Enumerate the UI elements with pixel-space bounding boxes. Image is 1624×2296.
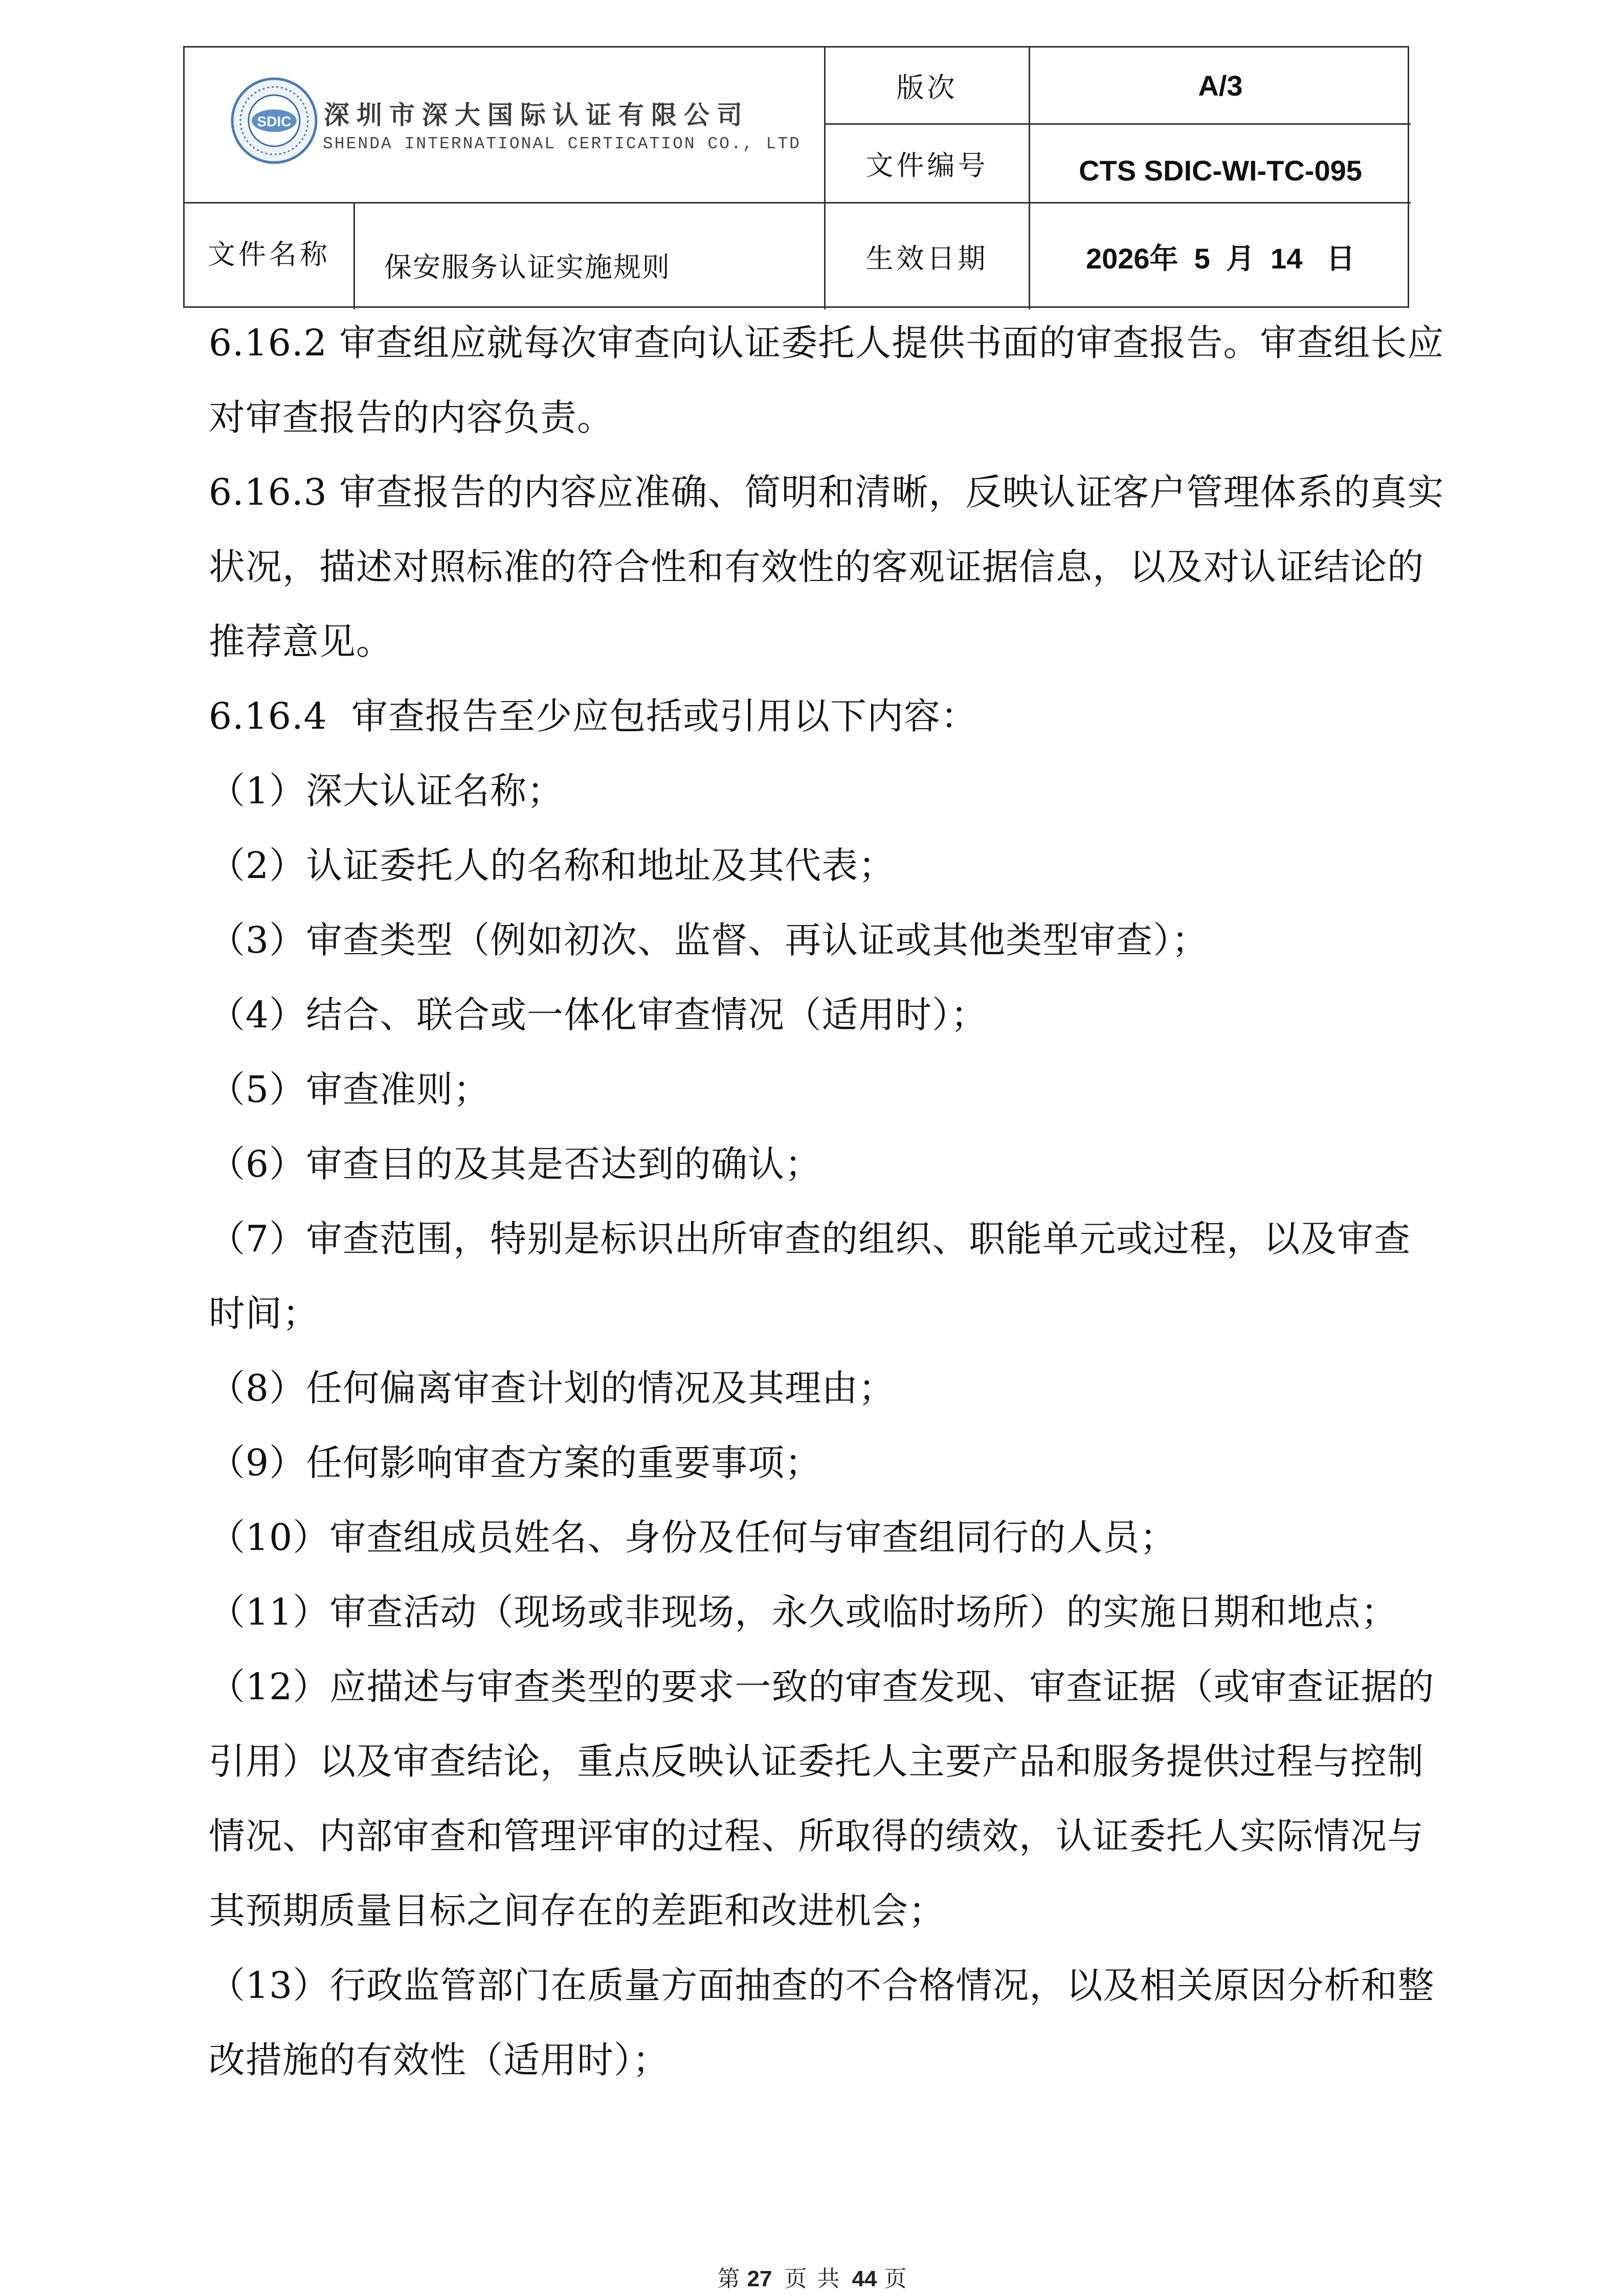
list-item: （3）审查类型（例如初次、监督、再认证或其他类型审查）； bbox=[209, 919, 1209, 961]
list-item: （9）任何影响审查方案的重要事项； bbox=[209, 1442, 822, 1484]
doc-name-value: 保安服务认证实施规则 bbox=[384, 251, 671, 283]
page-prefix: 第 bbox=[717, 2266, 740, 2292]
list-item: （12）应描述与审查类型的要求一致的审查发现、审查证据（或审查证据的引用）以及审查结论，重点反映认证委托人主要产品和服务提供过程与控制情况、内部审查和管理评审的过程、所取得的绩效，认证委托人实际情况与其预期质量目标之间存在的差距和改进机会； bbox=[209, 1665, 1435, 1932]
page-word: 页 bbox=[784, 2266, 807, 2292]
document-header-table bbox=[183, 46, 1409, 308]
list-item: （8）任何偏离审查计划的情况及其理由； bbox=[209, 1367, 896, 1409]
list-item: （13）行政监管部门在质量方面抽查的不合格情况，以及相关原因分析和整改措施的有效性（适用时）； bbox=[209, 1964, 1435, 2081]
paragraph-6-16-2: 6.16.2 审查组应就每次审查向认证委托人提供书面的审查报告。审查组长应对审查报告的内容负责。 bbox=[209, 322, 1444, 439]
list-item: （1）深大认证名称； bbox=[209, 770, 564, 812]
list-item: （11）审查活动（现场或非现场，永久或临时场所）的实施日期和地点； bbox=[209, 1591, 1398, 1633]
page-suffix: 页 bbox=[884, 2266, 907, 2292]
doc-number-value: CTS SDIC-WI-TC-095 bbox=[1079, 154, 1362, 187]
page-total: 44 bbox=[852, 2266, 877, 2291]
list-item: （4）结合、联合或一体化审查情况（适用时）； bbox=[209, 994, 988, 1036]
company-name-en: SHENDA INTERNATIONAL CERTICATION CO., LTD bbox=[323, 134, 801, 153]
list-item: （10）审查组成员姓名、身份及任何与审查组同行的人员； bbox=[209, 1516, 1177, 1559]
header-divider bbox=[353, 202, 355, 309]
logo-badge-text: SDIC bbox=[257, 114, 292, 129]
list-item: （2）认证委托人的名称和地址及其代表； bbox=[209, 844, 896, 887]
version-value: A/3 bbox=[1198, 69, 1243, 102]
effective-date-value: 2026年 5 月 14 日 bbox=[1085, 242, 1355, 275]
list-item: （5）审查准则； bbox=[209, 1068, 491, 1111]
doc-number-label: 文件编号 bbox=[865, 149, 989, 182]
version-label: 版次 bbox=[896, 71, 958, 104]
list-item: （7）审查范围，特别是标识出所审查的组织、职能单元或过程，以及审查时间； bbox=[209, 1218, 1411, 1335]
list-item: （6）审查目的及其是否达到的确认； bbox=[209, 1143, 822, 1185]
paragraph-6-16-3: 6.16.3 审查报告的内容应准确、简明和清晰，反映认证客户管理体系的真实状况，描述对照标准的符合性和有效性的客观证据信息，以及对认证结论的推荐意见。 bbox=[209, 471, 1444, 663]
page-current: 27 bbox=[747, 2266, 772, 2291]
company-name-cn: 深圳市深大国际认证有限公司 bbox=[324, 100, 749, 130]
page-number bbox=[0, 2260, 1624, 2293]
page-total-word: 共 bbox=[817, 2266, 840, 2292]
document-body bbox=[209, 306, 1447, 2098]
sdic-seal-icon bbox=[231, 77, 318, 164]
paragraph-6-16-4: 6.16.4 审查报告至少应包括或引用以下内容： bbox=[209, 695, 977, 737]
effective-date-label: 生效日期 bbox=[865, 242, 989, 275]
doc-name-label: 文件名称 bbox=[208, 238, 330, 271]
